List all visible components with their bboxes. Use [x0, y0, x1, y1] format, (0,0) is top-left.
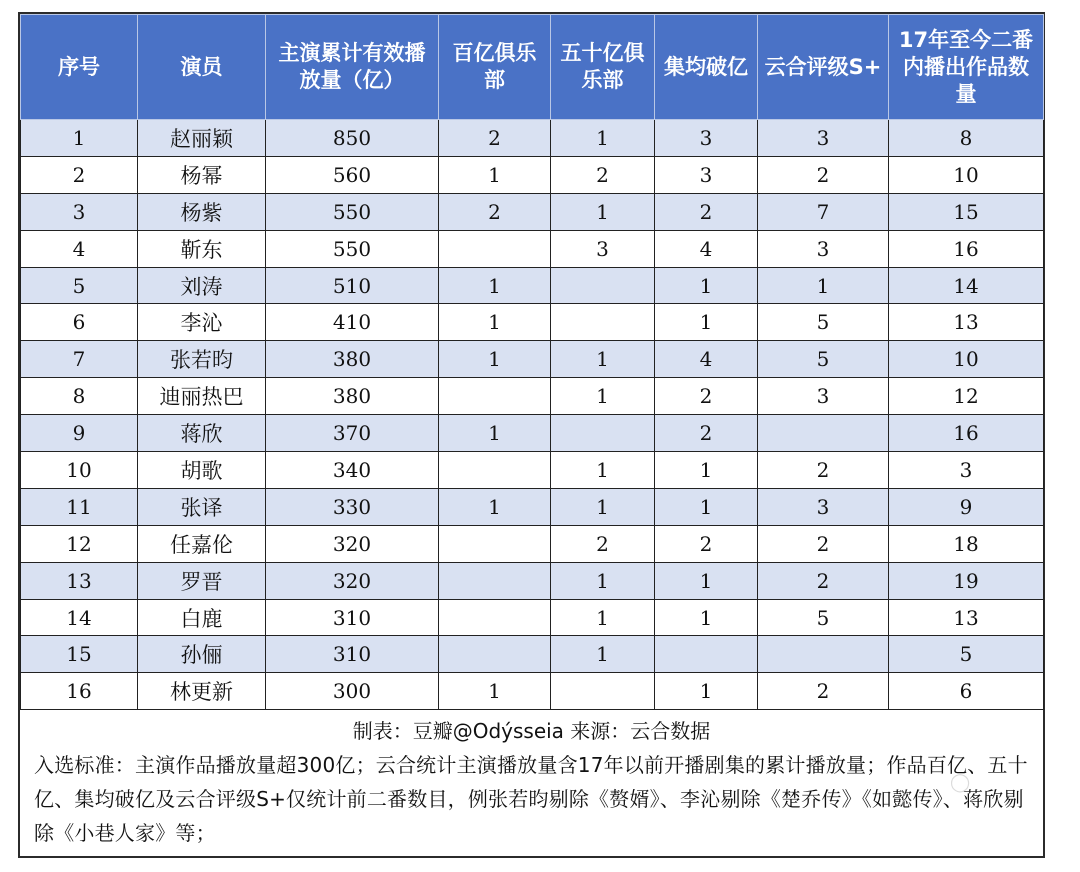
cell-actor: 蒋欣 [138, 415, 266, 452]
cell-index: 1 [21, 120, 138, 157]
cell-actor: 张若昀 [138, 341, 266, 378]
cell-yunhe-s-plus: 3 [758, 488, 889, 525]
cell-ten-billion-club [439, 562, 551, 599]
cell-ten-billion-club: 1 [439, 267, 551, 304]
cell-avg-over-100m: 1 [655, 267, 758, 304]
cell-five-billion-club: 1 [551, 378, 655, 415]
cell-ten-billion-club [439, 525, 551, 562]
cell-works-since-2017: 15 [889, 193, 1044, 230]
cell-five-billion-club [551, 673, 655, 710]
cell-yunhe-s-plus: 2 [758, 525, 889, 562]
cell-yunhe-s-plus: 7 [758, 193, 889, 230]
cell-total-views: 410 [266, 304, 439, 341]
cell-ten-billion-club [439, 599, 551, 636]
table-row [21, 599, 1044, 636]
cell-ten-billion-club: 1 [439, 156, 551, 193]
header-ten-billion-club: 百亿俱乐部 [439, 15, 551, 120]
table-row [21, 488, 1044, 525]
cell-avg-over-100m: 3 [655, 120, 758, 157]
table-row [21, 378, 1044, 415]
cell-yunhe-s-plus: 5 [758, 304, 889, 341]
header-avg-over-100m: 集均破亿 [655, 15, 758, 120]
cell-ten-billion-club: 2 [439, 120, 551, 157]
cell-yunhe-s-plus [758, 636, 889, 673]
cell-ten-billion-club [439, 378, 551, 415]
cell-yunhe-s-plus [758, 415, 889, 452]
cell-works-since-2017: 12 [889, 378, 1044, 415]
cell-ten-billion-club: 1 [439, 488, 551, 525]
cell-five-billion-club: 2 [551, 156, 655, 193]
cell-index: 9 [21, 415, 138, 452]
header-total-views: 主演累计有效播放量（亿） [266, 15, 439, 120]
header-works-since-2017: 17年至今二番内播出作品数量 [889, 15, 1044, 120]
cell-ten-billion-club: 1 [439, 415, 551, 452]
cell-works-since-2017: 5 [889, 636, 1044, 673]
cell-index: 12 [21, 525, 138, 562]
cell-five-billion-club: 1 [551, 636, 655, 673]
header-yunhe-s-plus: 云合评级S+ [758, 15, 889, 120]
cell-actor: 杨紫 [138, 193, 266, 230]
header-five-billion-club: 五十亿俱乐部 [551, 15, 655, 120]
cell-five-billion-club: 1 [551, 120, 655, 157]
cell-ten-billion-club [439, 636, 551, 673]
cell-index: 3 [21, 193, 138, 230]
cell-index: 4 [21, 230, 138, 267]
cell-index: 5 [21, 267, 138, 304]
table-row [21, 120, 1044, 157]
cell-index: 8 [21, 378, 138, 415]
cell-avg-over-100m: 1 [655, 488, 758, 525]
cell-five-billion-club [551, 415, 655, 452]
cell-index: 2 [21, 156, 138, 193]
table-row [21, 304, 1044, 341]
cell-works-since-2017: 13 [889, 304, 1044, 341]
header-row [21, 15, 1044, 120]
cell-actor: 胡歌 [138, 452, 266, 489]
cell-total-views: 340 [266, 452, 439, 489]
cell-total-views: 850 [266, 120, 439, 157]
cell-yunhe-s-plus: 5 [758, 341, 889, 378]
cell-five-billion-club [551, 304, 655, 341]
cell-works-since-2017: 16 [889, 230, 1044, 267]
cell-actor: 张译 [138, 488, 266, 525]
cell-yunhe-s-plus: 1 [758, 267, 889, 304]
cell-total-views: 550 [266, 193, 439, 230]
table-row [21, 156, 1044, 193]
cell-five-billion-club: 1 [551, 599, 655, 636]
cell-works-since-2017: 19 [889, 562, 1044, 599]
cell-works-since-2017: 10 [889, 341, 1044, 378]
table-header [21, 15, 1044, 120]
cell-yunhe-s-plus: 5 [758, 599, 889, 636]
cell-avg-over-100m: 2 [655, 525, 758, 562]
ranking-table-frame [18, 12, 1045, 858]
cell-five-billion-club: 1 [551, 488, 655, 525]
cell-total-views: 380 [266, 378, 439, 415]
cell-yunhe-s-plus: 3 [758, 378, 889, 415]
cell-avg-over-100m: 4 [655, 230, 758, 267]
cell-yunhe-s-plus: 2 [758, 673, 889, 710]
cell-avg-over-100m [655, 636, 758, 673]
cell-avg-over-100m: 1 [655, 562, 758, 599]
cell-index: 7 [21, 341, 138, 378]
cell-total-views: 510 [266, 267, 439, 304]
cell-actor: 赵丽颖 [138, 120, 266, 157]
cell-works-since-2017: 16 [889, 415, 1044, 452]
cell-avg-over-100m: 1 [655, 452, 758, 489]
cell-actor: 刘涛 [138, 267, 266, 304]
cell-works-since-2017: 8 [889, 120, 1044, 157]
cell-total-views: 300 [266, 673, 439, 710]
cell-yunhe-s-plus: 2 [758, 562, 889, 599]
cell-yunhe-s-plus: 3 [758, 230, 889, 267]
cell-ten-billion-club: 1 [439, 673, 551, 710]
cell-five-billion-club: 1 [551, 452, 655, 489]
cell-five-billion-club: 1 [551, 562, 655, 599]
cell-actor: 任嘉伦 [138, 525, 266, 562]
cell-index: 14 [21, 599, 138, 636]
header-actor: 演员 [138, 15, 266, 120]
table-row [21, 562, 1044, 599]
table-row [21, 636, 1044, 673]
cell-five-billion-club: 1 [551, 193, 655, 230]
cell-actor: 迪丽热巴 [138, 378, 266, 415]
cell-five-billion-club: 3 [551, 230, 655, 267]
table-row [21, 193, 1044, 230]
cell-total-views: 320 [266, 562, 439, 599]
cell-yunhe-s-plus: 3 [758, 120, 889, 157]
cell-ten-billion-club: 1 [439, 341, 551, 378]
cell-avg-over-100m: 1 [655, 673, 758, 710]
cell-ten-billion-club [439, 452, 551, 489]
cell-index: 11 [21, 488, 138, 525]
cell-total-views: 380 [266, 341, 439, 378]
criteria-note: 入选标准：主演作品播放量超300亿；云合统计主演播放量含17年以前开播剧集的累计播放量；作品百亿、五十亿、集均破亿及云合评级S+仅统计前二番数目，例张若昀剔除《赘婿》、李沁剔除《楚乔传》《如懿传》、蒋欣剔除《小巷人家》等； [34, 753, 1028, 845]
cell-actor: 罗晋 [138, 562, 266, 599]
table-row [21, 230, 1044, 267]
cell-avg-over-100m: 3 [655, 156, 758, 193]
cell-five-billion-club: 2 [551, 525, 655, 562]
cell-actor: 孙俪 [138, 636, 266, 673]
cell-actor: 靳东 [138, 230, 266, 267]
header-index: 序号 [21, 15, 138, 120]
cell-yunhe-s-plus: 2 [758, 156, 889, 193]
cell-five-billion-club [551, 267, 655, 304]
cell-total-views: 370 [266, 415, 439, 452]
cell-avg-over-100m: 4 [655, 341, 758, 378]
cell-avg-over-100m: 2 [655, 378, 758, 415]
cell-actor: 李沁 [138, 304, 266, 341]
cell-works-since-2017: 3 [889, 452, 1044, 489]
table-row [21, 673, 1044, 710]
cell-total-views: 550 [266, 230, 439, 267]
cell-works-since-2017: 18 [889, 525, 1044, 562]
cell-index: 13 [21, 562, 138, 599]
cell-total-views: 560 [266, 156, 439, 193]
table-footer [20, 712, 1043, 858]
cell-works-since-2017: 9 [889, 488, 1044, 525]
cell-ten-billion-club: 1 [439, 304, 551, 341]
cell-avg-over-100m: 1 [655, 304, 758, 341]
cell-ten-billion-club: 2 [439, 193, 551, 230]
table-row [21, 341, 1044, 378]
table-row [21, 525, 1044, 562]
cell-works-since-2017: 13 [889, 599, 1044, 636]
cell-works-since-2017: 6 [889, 673, 1044, 710]
actor-ranking-table [20, 14, 1044, 710]
cell-five-billion-club: 1 [551, 341, 655, 378]
cell-avg-over-100m: 2 [655, 193, 758, 230]
cell-index: 10 [21, 452, 138, 489]
cell-index: 15 [21, 636, 138, 673]
table-row [21, 452, 1044, 489]
cell-works-since-2017: 10 [889, 156, 1044, 193]
cell-index: 6 [21, 304, 138, 341]
cell-total-views: 330 [266, 488, 439, 525]
cell-actor: 白鹿 [138, 599, 266, 636]
cell-works-since-2017: 14 [889, 267, 1044, 304]
cell-avg-over-100m: 2 [655, 415, 758, 452]
cell-yunhe-s-plus: 2 [758, 452, 889, 489]
cell-actor: 林更新 [138, 673, 266, 710]
cell-total-views: 310 [266, 636, 439, 673]
table-row [21, 267, 1044, 304]
cell-index: 16 [21, 673, 138, 710]
table-row [21, 415, 1044, 452]
cell-ten-billion-club [439, 230, 551, 267]
table-body [21, 120, 1044, 710]
cell-actor: 杨幂 [138, 156, 266, 193]
cell-total-views: 310 [266, 599, 439, 636]
cell-avg-over-100m: 1 [655, 599, 758, 636]
credit-line: 制表：豆瓣@Odýsseia 来源：云合数据 [352, 719, 711, 743]
cell-total-views: 320 [266, 525, 439, 562]
watermark-text: ◯ [950, 772, 971, 793]
